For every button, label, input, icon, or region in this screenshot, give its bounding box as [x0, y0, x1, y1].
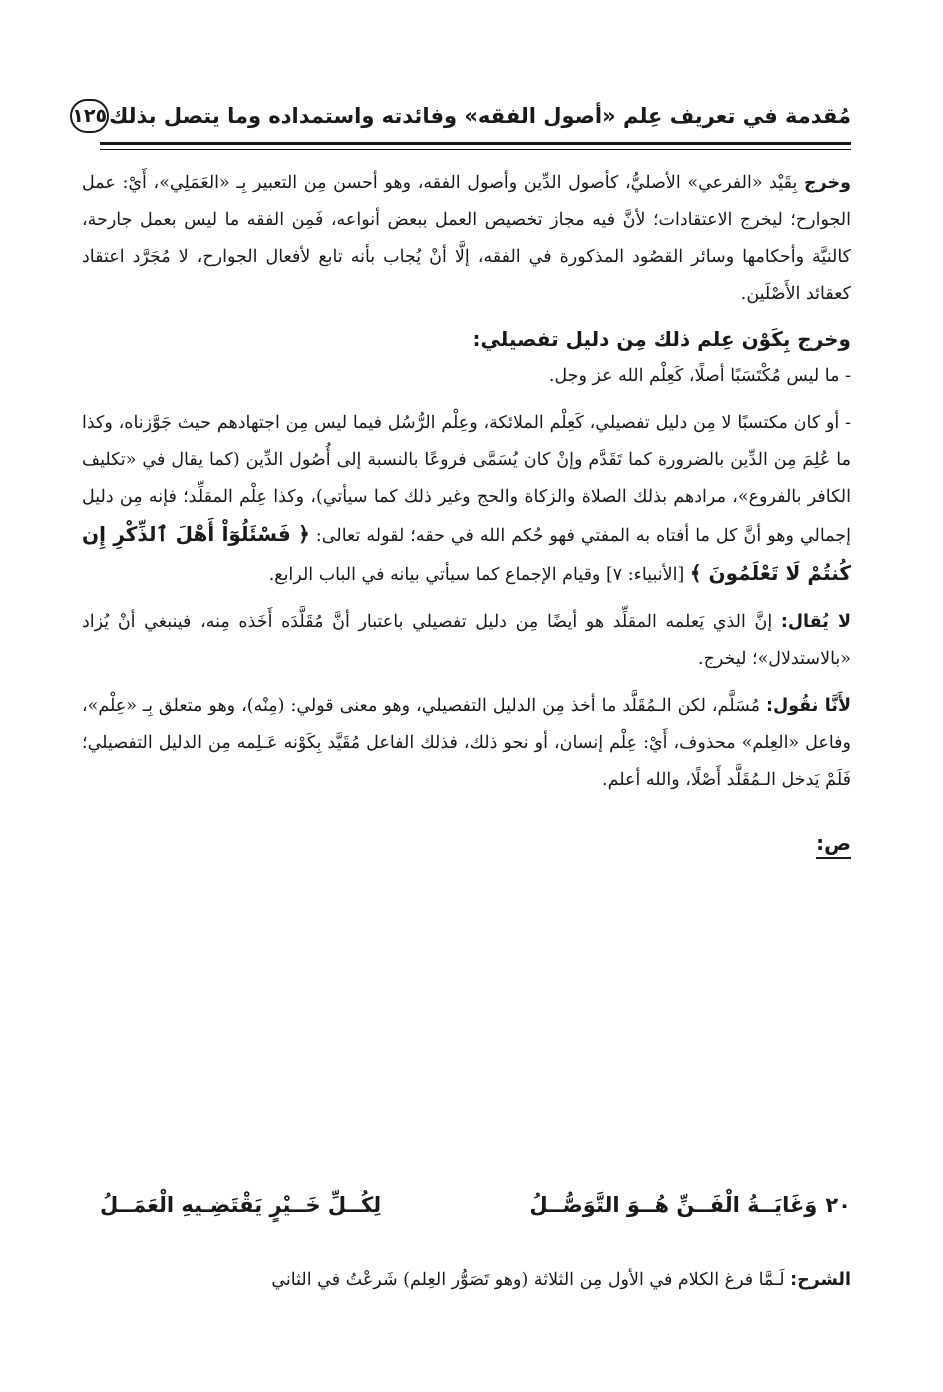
header-rule-thin: [100, 149, 851, 150]
paragraph-1-lead: وخرج: [804, 173, 851, 193]
verse-number: ٢٠: [825, 1193, 851, 1217]
page-header: [72, 96, 851, 136]
page-number-badge: ١٢٥: [70, 99, 109, 133]
paragraph-3-text-before: - أو كان مكتسبًا لا مِن دليل تفصيلي، كَعِلْم الملائكة، وعِلْم الرُّسُل فيما ليس مِن اجتهادهم حيث جَوَّزناه، وكذا ما عُلِمَ مِن الدِّين بالضرورة كما تَقَدَّم وإنْ كان يُسَمَّى فروعًا بالنسبة إلى أُصُول الدِّين (كما يقال في «تكليف الكافر بالفروع»، مرادهم بذلك الصلاة والزكاة والحج وغير ذلك كما سيأتي)، وكذا عِلْم المقلِّد؛ فإنه مِن دليل إجمالي وهو أنَّ كل ما أفتاه به المفتي فهو حُكم الله في حقه؛ لقوله تعالى:: [82, 413, 851, 546]
paragraph-5: [82, 688, 851, 799]
paragraph-4-lead: لا يُقال:: [780, 612, 852, 632]
section-heading: وخرج بِكَوْن عِلم ذلك مِن دليل تفصيلي:: [472, 327, 851, 351]
section-marker-text: ص:: [816, 831, 851, 859]
commentary: [82, 1262, 851, 1299]
running-title: مُقدمة في تعريف عِلم «أصول الفقه» وفائدته واستمداده وما يتصل بذلك: [109, 104, 851, 128]
poem-verse: [100, 1182, 851, 1228]
paragraph-3: [82, 405, 851, 594]
paragraph-4: [82, 604, 851, 678]
section-marker: [82, 825, 851, 862]
commentary-lead: الشرح:: [790, 1270, 851, 1290]
paragraph-1: [82, 165, 851, 313]
paragraph-5-text: مُسَلَّم، لكن الـمُقَلَّد ما أخذ مِن الدليل التفصيلي، وهو معنى قولي: (مِنْه)، وهو متعلق بِـ «عِلْم»، وفاعل «العِلم» محذوف، أَيْ: عِلْم إنسان، أو نحو ذلك، فذلك الفاعل مُقَيَّد بِكَوْنه عَـلِمه مِن الدليل التفصيلي؛ فَلَمْ يَدخل الـمُقَلَّد أَصْلًا، والله أعلم.: [82, 696, 851, 790]
header-rule-thick: [100, 142, 851, 145]
paragraph-3-text-after: [الأنبياء: ٧] وقيام الإجماع كما سيأتي بيانه في الباب الرابع.: [268, 565, 690, 585]
paragraph-2: - ما ليس مُكْتَسَبًا أصلًا، كَعِلْم الله عز وجل.: [548, 366, 851, 386]
commentary-text: لَـمَّا فرغ الكلام في الأول مِن الثلاثة (وهو تَصَوُّر العِلم) شَرعْتُ في الثاني: [271, 1270, 791, 1290]
verse-first-hemistich: وَغَايَــةُ الْفَــنِّ هُــوَ التَّوَصُّــلُ: [529, 1193, 818, 1217]
verse-second-hemistich: لِكُــلِّ خَــيْرٍ يَقْتَضِـيهِ الْعَمَــلُ: [100, 1193, 382, 1217]
paragraph-1-text: بِقَيْد «الفرعي» الأصليُّ، كأصول الدِّين وأصول الفقه، وهو أحسن مِن التعبير بِـ «العَمَلِي»، أَيْ: عمل الجوارح؛ ليخرج الاعتقادات؛ لأنَّ فيه مجاز تخصيص العمل ببعض أنواعه، فَمِن الفقه ما ليس بعمل جارحة، كالنيَّة وأحكامها وسائر القصُود المذكورة في الفقه، إلَّا أنْ يُجاب بأنه تابع لأفعال الجوارح، لا مُجَرَّد اعتقاد كعقائد الأَصْلَين.: [82, 173, 851, 304]
paragraph-5-lead: لأَنَّا نقُول:: [765, 696, 851, 716]
paragraph-4-text: إنَّ الذي يَعلمه المقلِّد هو أيضًا مِن دليل تفصيلي باعتبار أنَّ مُقَلَّدَه أَخَذه مِنه، فينبغي أنْ يُزاد «بالاستدلال»؛ ليخرج.: [82, 612, 851, 669]
quran-verse: ﴿ فَسْئَلُوٓاْ أَهْلَ ٱلذِّكْرِ إِن كُنتُمْ لَا تَعْلَمُونَ ﴾: [82, 522, 851, 585]
body-text: [82, 165, 851, 862]
